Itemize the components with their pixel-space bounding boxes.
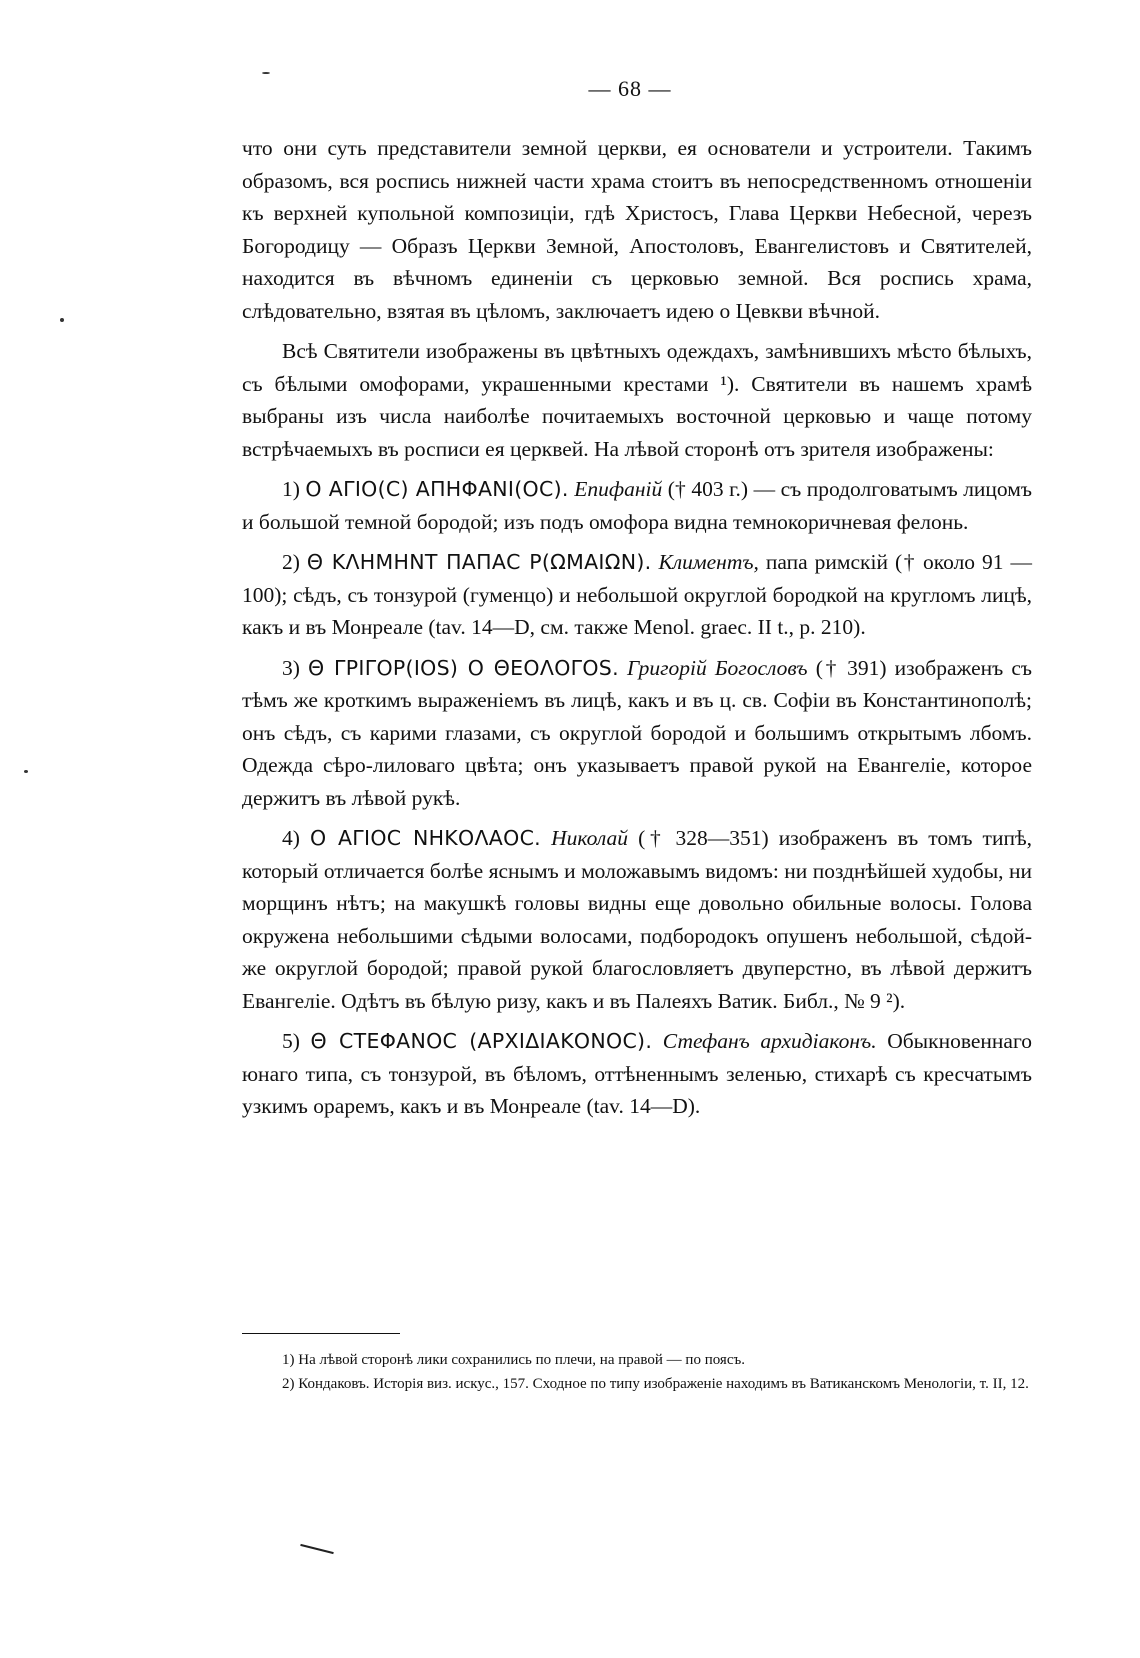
- text-run: 2): [282, 550, 307, 574]
- text-run: 3): [282, 655, 309, 680]
- text-run: 1): [282, 477, 306, 501]
- text-run: [619, 656, 627, 680]
- text-run: Обыкновеннаго юнаго типа, съ тонзурой, въ бѣломъ, оттѣненнымъ зеленью, стихарѣ съ кресчатымъ узкимъ ораремъ, какъ и въ Монреале (tav. 14—D).: [242, 1029, 1032, 1118]
- text-run: Всѣ Святители изображены въ цвѣтныхъ одеждахъ, замѣнившихъ мѣсто бѣлыхъ, съ бѣлыми омофорами, украшенными крестами ¹). Святители въ нашемъ храмѣ выбраны изъ числа наиболѣе почитаемыхъ восточной церковью и чаще потому встрѣчаемыхъ въ росписи ея церквей. На лѣвой сторонѣ отъ зрителя изображены:: [242, 339, 1032, 461]
- greek-inscription: Θ ΓΡΙΓΟΡ(ΙΟS) Ο ΘΕΟΛΟΓΟS.: [308, 655, 619, 680]
- footnotes: [242, 1348, 1032, 1396]
- paragraph: [242, 546, 1032, 644]
- scan-speck: [262, 72, 270, 74]
- greek-inscription: Θ CΤΕΦΑΝΟC (ΑΡΧΙΔΙΑΚΟΝΟC).: [310, 1029, 653, 1053]
- footnote: 2) Кондаковъ. Исторія виз. искус., 157. Сходное по типу изображеніе находимъ въ Ватиканскомъ Менологіи, т. II, 12.: [282, 1376, 1029, 1392]
- greek-inscription: Θ ΚΛΗΜΗΝΤ ΠΑΠΑC Ρ(ΩΜΑΙΩΝ).: [306, 550, 652, 574]
- text-run: († 403 г.) — съ продолговатымъ лицомъ и большой темной бородой; изъ подъ омофора видна темнокоричневая фелонь.: [242, 477, 1032, 534]
- saint-name: Епифаній: [574, 477, 663, 501]
- paragraph: [242, 473, 1032, 538]
- footnote: 1) На лѣвой сторонѣ лики сохранились по плечи, на правой — по поясъ.: [282, 1352, 746, 1368]
- page-number: — 68 —: [588, 76, 672, 101]
- paragraph: [242, 652, 1032, 815]
- greek-inscription: Ο ΑΓΙΟ(C) ΑΠΗΦΑΝΙ(ΟC).: [305, 477, 569, 501]
- scan-mark: [300, 1544, 333, 1554]
- paragraph: [242, 335, 1032, 465]
- saint-name: Стефанъ архидіаконъ.: [662, 1029, 877, 1053]
- paragraph: [242, 132, 1032, 327]
- main-text: [242, 132, 1032, 1131]
- saint-name: Николай: [551, 826, 628, 850]
- footnote-divider: [242, 1333, 400, 1334]
- scan-speck: [24, 770, 28, 773]
- text-run: что они суть представители земной церкви, ея основатели и устроители. Такимъ образомъ, вся роспись нижней части храма стоитъ въ непосредственномъ отношеніи къ верхней купольной композиціи, гдѣ Христосъ, Глава Церкви Небесной, черезъ Богородицу — Образъ Церкви Земной, Апостоловъ, Евангелистовъ и Святителей, находится въ вѣчномъ единеніи съ церковью земной. Вся роспись храма, слѣдовательно, взятая въ цѣломъ, заключаетъ идею о Цевкви вѣчной.: [242, 136, 1032, 323]
- scan-speck: [60, 318, 64, 322]
- text-run: папа римскій († около 91 — 100); сѣдъ, съ тонзурой (гуменцо) и небольшой округлой бородкой на кругломъ лицѣ, какъ и въ Монреале (tav. 14—D, см. также Menol. graec. II t., p. 210).: [242, 550, 1033, 639]
- text-run: 4): [282, 826, 311, 850]
- text-run: († 391) изображенъ съ тѣмъ же кроткимъ выраженіемъ въ лицѣ, какъ и въ ц. св. Софіи въ Константинополѣ; онъ сѣдъ, съ карими глазами, съ округлой бородой и большимъ открытымъ лбомъ. Одежда сѣро-лиловаго цвѣта; онъ указываетъ правой рукой на Евангеліе, которое держитъ въ лѣвой рукѣ.: [242, 655, 1033, 810]
- saint-name: Климентъ,: [658, 550, 759, 574]
- text-run: [652, 1029, 663, 1053]
- text-run: 5): [282, 1029, 311, 1053]
- paragraph: [242, 822, 1032, 1017]
- text-run: [541, 826, 551, 850]
- text-run: († 328—351) изображенъ въ томъ типѣ, который отличается болѣе яснымъ и моложавымъ видомъ: ни позднѣйшей худобы, ни морщинъ нѣтъ; на макушкѣ головы видны еще довольно обильные волосы. Голова окружена небольшими сѣдыми волосами, подбородокъ опушенъ небольшой, сѣдой-же округлой бородой; правой рукой благословляетъ двуперстно, въ лѣвой держитъ Евангеліе. Одѣтъ въ бѣлую ризу, какъ и въ Палеяхъ Ватик. Библ., № 9 ²).: [242, 826, 1033, 1013]
- paragraph: [242, 1025, 1032, 1123]
- saint-name: Григорій Богословъ: [627, 655, 808, 680]
- greek-inscription: Ο ΑΓΙΟC ΝΗΚΟΛΑΟC.: [310, 826, 542, 850]
